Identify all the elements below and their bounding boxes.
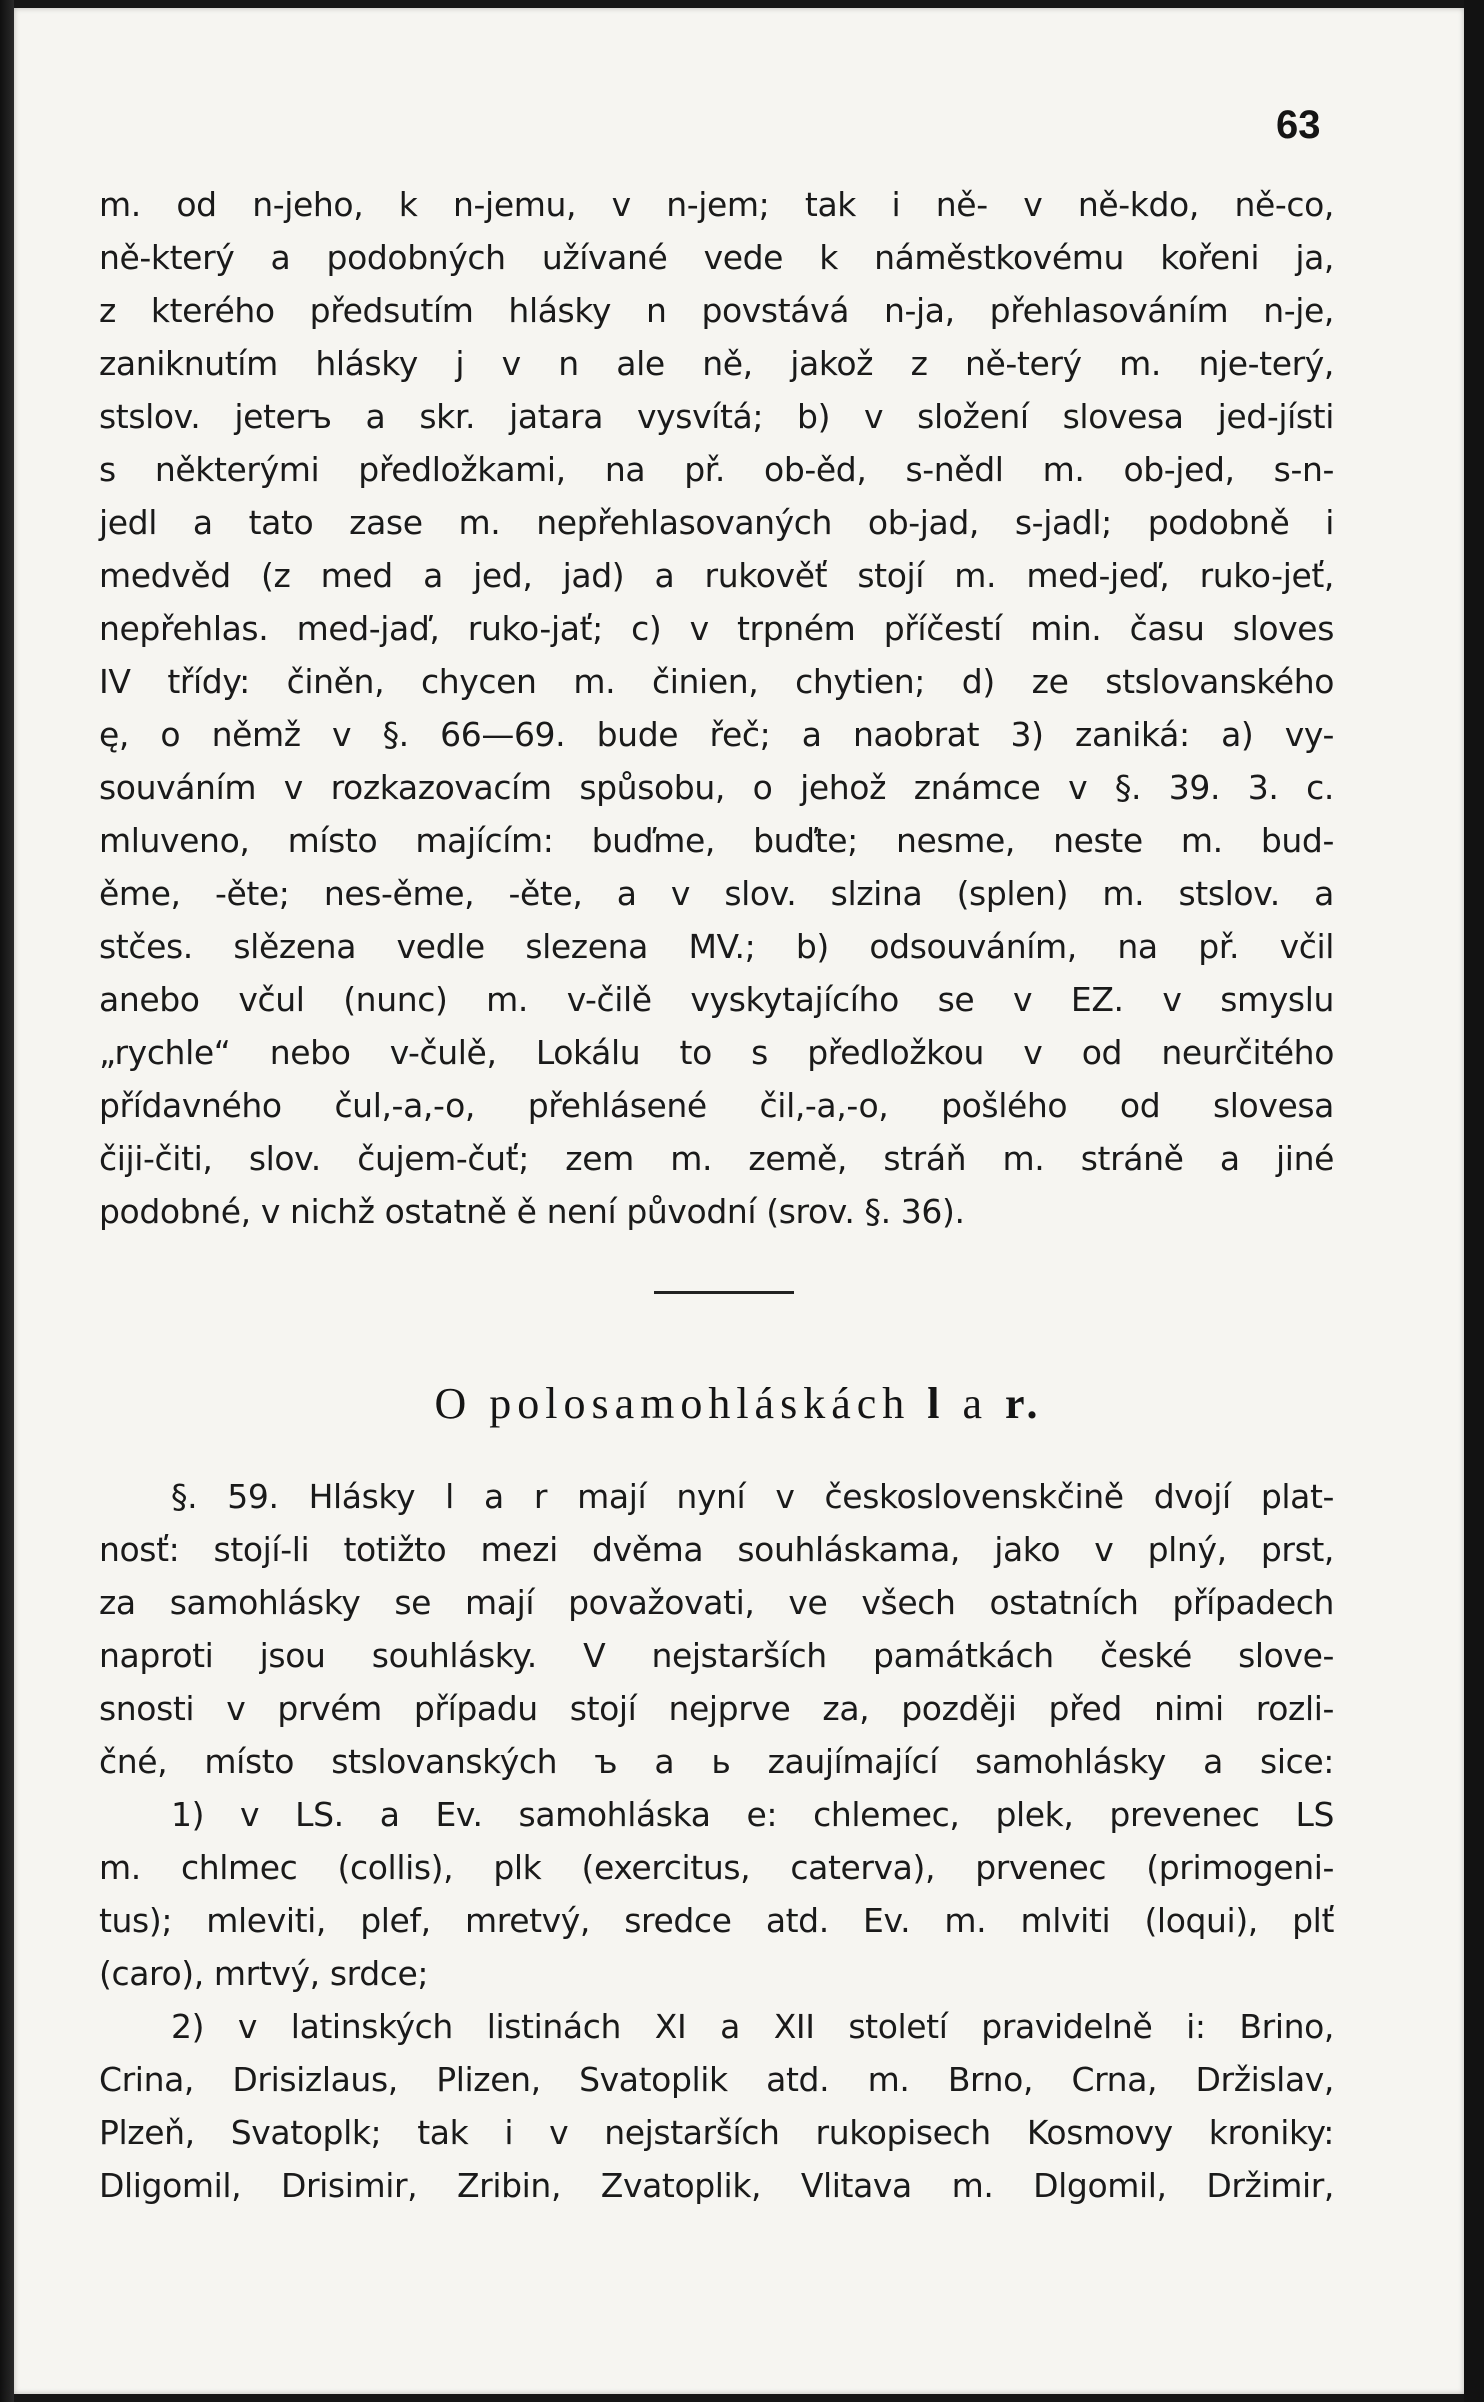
text-line: stslov. jeterъ a skr. jatara vysvítá; b) v složení slovesa jed-jísti [99,397,1334,436]
heading-letter-l: l [927,1379,946,1428]
section-divider [654,1291,794,1294]
text-line: mluveno, místo majícím: buďme, buďte; nesme, neste m. bud- [99,821,1334,860]
text-line: m. od n-jeho, k n-jemu, v n-jem; tak i ně- v ně-kdo, ně-co, [99,185,1334,224]
text-line: ę, o němž v §. 66—69. bude řeč; a naobrat 3) zaniká: a) vy- [99,715,1334,754]
text-line: naproti jsou souhlásky. V nejstarších památkách české slove- [99,1636,1334,1675]
text-line: z kterého předsutím hlásky n povstává n-ja, přehlasováním n-je, [99,291,1334,330]
paragraph-top [99,178,1334,1238]
text-line: za samohlásky se mají považovati, ve všech ostatních případech [99,1583,1334,1622]
text-line: §. 59. Hlásky l a r mají nyní v československčině dvojí plat- [171,1477,1334,1516]
text-line: Plzeň, Svatoplk; tak i v nejstarších rukopisech Kosmovy kroniky: [99,2113,1334,2152]
text-line: 2) v latinských listinách XI a XII století pravidelně i: Brino, [171,2007,1334,2046]
text-line: IV třídy: činěn, chycen m. činien, chytien; d) ze stslovanského [99,662,1334,701]
text-line: čiji-čiti, slov. čujem-čuť; zem m. země, stráň m. stráně a jiné [99,1139,1334,1178]
text-line: (caro), mrtvý, srdce; [99,1954,429,1993]
text-line: ně-který a podobných užívané vede k náměstkovému kořeni ja, [99,238,1334,277]
scan-left-edge [0,0,14,2402]
text-line: souváním v rozkazovacím spůsobu, o jehož známce v §. 39. 3. c. [99,768,1334,807]
text-line: nepřehlas. med-jaď, ruko-jať; c) v trpném příčestí min. času sloves [99,609,1334,648]
text-line: ěme, -ěte; nes-ěme, -ěte, a v slov. slzina (splen) m. stslov. a [99,874,1334,913]
text-line: s některými předložkami, na př. ob-ěd, s-nědl m. ob-jed, s-n- [99,450,1334,489]
heading-conjunction: a [962,1379,989,1428]
text-line: anebo včul (nunc) m. v-čilě vyskytajícího se v EZ. v smyslu [99,980,1334,1019]
text-line: čné, místo stslovanských ъ a ь zaujímající samohlásky a sice: [99,1742,1334,1781]
paragraph-bottom [99,1470,1334,2212]
text-line: podobné, v nichž ostatně ě není původní (srov. §. 36). [99,1192,965,1231]
text-line: nosť: stojí-li totižto mezi dvěma souhláskama, jako v plný, prst, [99,1530,1334,1569]
page-number: 63 [1276,103,1321,147]
text-line: přídavného čul,-a,-o, přehlásené čil,-a,-o, pošlého od slovesa [99,1086,1334,1125]
text-line: m. chlmec (collis), plk (exercitus, caterva), prvenec (primogeni- [99,1848,1334,1887]
text-line: zaniknutím hlásky j v n ale ně, jakož z ně-terý m. nje-terý, [99,344,1334,383]
text-line: tus); mleviti, plef, mretvý, sredce atd. Ev. m. mlviti (loqui), plť [99,1901,1334,1940]
text-line: 1) v LS. a Ev. samohláska e: chlemec, plek, prevenec LS [171,1795,1334,1834]
text-line: Crina, Drisizlaus, Plizen, Svatoplik atd. m. Brno, Crna, Držislav, [99,2060,1334,2099]
scan-right-edge [1464,0,1484,2402]
heading-letter-r: r. [1005,1379,1044,1428]
text-line: stčes. slězena vedle slezena MV.; b) odsouváním, na př. včil [99,927,1334,966]
heading-text: O polosamohláskách [434,1379,911,1428]
text-line: snosti v prvém případu stojí nejprve za, později před nimi rozli- [99,1689,1334,1728]
text-line: „rychle“ nebo v-čulě, Lokálu to s předložkou v od neurčitého [99,1033,1334,1072]
text-line: Dligomil, Drisimir, Zribin, Zvatoplik, Vlitava m. Dlgomil, Držimir, [99,2166,1334,2205]
text-line: medvěd (z med a jed, jad) a rukověť stojí m. med-jeď, ruko-jeť, [99,556,1334,595]
section-heading [14,1378,1464,1429]
book-page [14,8,1464,2394]
text-line: jedl a tato zase m. nepřehlasovaných ob-jad, s-jadl; podobně i [99,503,1334,542]
